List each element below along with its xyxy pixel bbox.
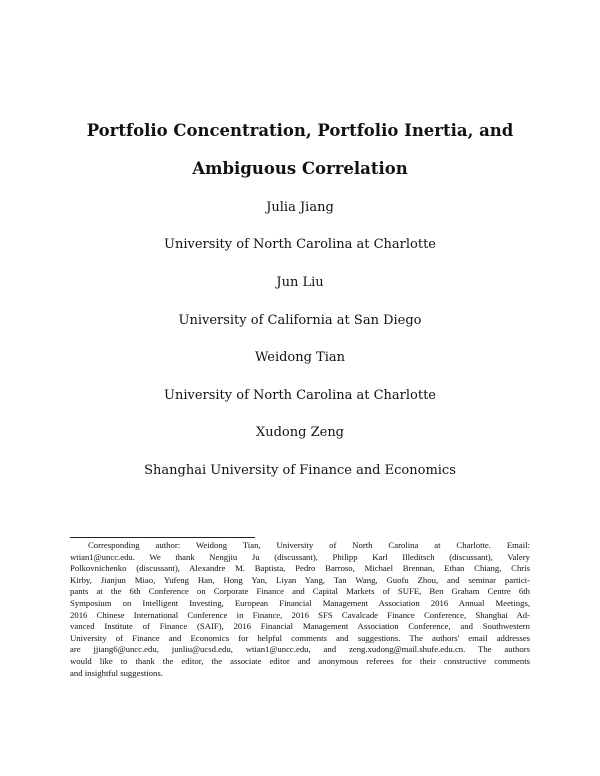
- footnote-line: wtian1@uncc.edu. We thank Nengjiu Ju (discussant), Philipp Karl Illeditsch (discussant), Valery: [70, 551, 530, 562]
- author-name: Jun Liu: [276, 275, 324, 290]
- footnote-line: 2016 Chinese International Conference in Finance, 2016 SFS Cavalcade Finance Conference, Shanghai Ad-: [70, 609, 530, 620]
- footnote-line: University of Finance and Economics for helpful comments and suggestions. The authors' email addresses: [70, 632, 530, 643]
- footnote: [70, 540, 530, 679]
- footnote-rule: [70, 537, 255, 538]
- footnote-line: are jjiang6@uncc.edu, junliu@ucsd.edu, wtian1@uncc.edu, and zeng.xudong@mail.shufe.edu.cn. The authors: [70, 644, 530, 655]
- footnote-line: would like to thank the editor, the associate editor and anonymous referees for their constructive comments: [70, 655, 530, 666]
- author-affiliation: University of North Carolina at Charlotte: [163, 237, 436, 252]
- author-affiliation: Shanghai University of Finance and Economics: [144, 463, 456, 478]
- author-affiliation: University of North Carolina at Charlotte: [163, 388, 436, 403]
- footnote-line: pants at the 6th Conference on Corporate Finance and Capital Markets of SUFE, Ben Graham Centre 6th: [70, 586, 530, 597]
- footnote-line: Corresponding author: Weidong Tian, University of North Carolina at Charlotte. Email:: [88, 540, 530, 550]
- author-name: Julia Jiang: [266, 200, 334, 215]
- paper-title-line-1: Portfolio Concentration, Portfolio Inertia, and: [86, 121, 514, 140]
- footnote-line: Symposium on Intelligent Investing, European Financial Management Association 2016 Annual Meetings,: [70, 597, 530, 608]
- footnote-line: Kirby, Jianjun Miao, Yufeng Han, Hong Yan, Liyan Yang, Tan Wang, Guofu Zhou, and seminar partici-: [70, 574, 530, 585]
- author-affiliation: University of California at San Diego: [178, 313, 422, 328]
- author-name: Weidong Tian: [254, 350, 346, 365]
- footnote-line: Polkovnichenko (discussant), Alexandre M. Baptista, Pedro Barroso, Michael Brennan, Ethan Chiang, Chris: [70, 563, 530, 574]
- author-name: Xudong Zeng: [255, 425, 345, 440]
- footnote-line: and insightful suggestions.: [70, 667, 163, 678]
- footnote-line: vanced Institute of Finance (SAIF), 2016 Financial Management Association Conference, and Southwestern: [70, 621, 530, 632]
- paper-title-line-2: Ambiguous Correlation: [192, 159, 408, 178]
